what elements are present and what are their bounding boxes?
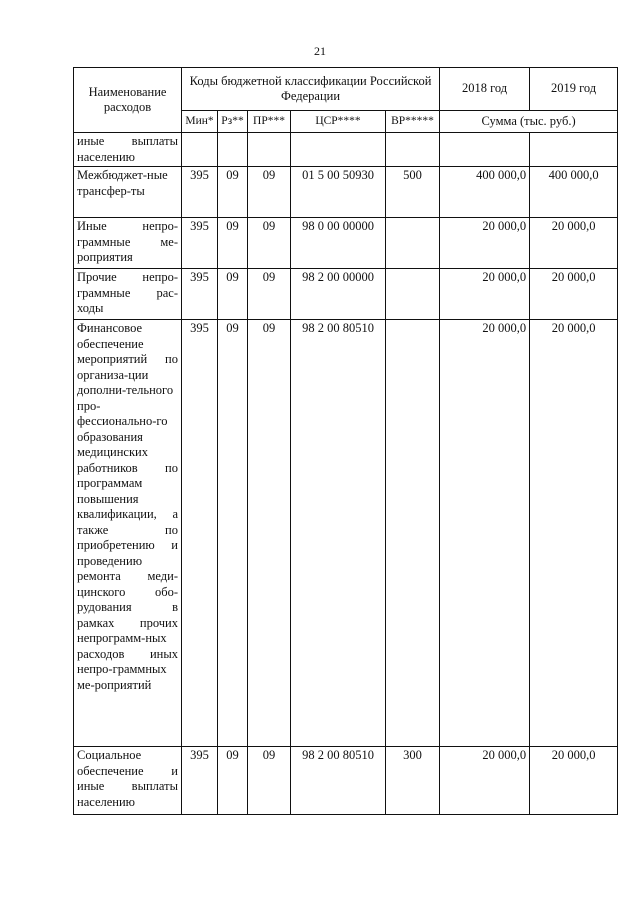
table-row: [74, 269, 618, 320]
row-vr: [386, 269, 440, 320]
row-2019: 400 000,0: [530, 167, 618, 218]
row-2018: [440, 133, 530, 167]
row-name: Финансовое обеспечение мероприятий по организа-ции дополни-тельного про-фессионально-го образования медицинских работников по программам повышения квалификации, а также по приобретению и проведению ремонта меди-цинского обо-рудования в рамках прочих непрограмм-ных расходов иных непро-граммных ме-роприятий: [74, 320, 182, 747]
row-2018: 20 000,0: [440, 320, 530, 747]
row-vr: 500: [386, 167, 440, 218]
row-pr: 09: [248, 747, 291, 815]
row-min: 395: [182, 167, 218, 218]
row-min: [182, 133, 218, 167]
row-csr: [291, 133, 386, 167]
row-vr: [386, 133, 440, 167]
row-2018: 20 000,0: [440, 218, 530, 269]
row-min: 395: [182, 747, 218, 815]
row-vr: [386, 218, 440, 269]
row-2019: 20 000,0: [530, 747, 618, 815]
row-pr: 09: [248, 269, 291, 320]
header-codes-group: Коды бюджетной классификации Российской Федерации: [182, 68, 440, 111]
row-vr: 300: [386, 747, 440, 815]
table-header-row: [74, 68, 618, 111]
row-csr: 98 2 00 80510: [291, 320, 386, 747]
row-name: Прочие непро-граммные рас-ходы: [74, 269, 182, 320]
row-rz: [218, 133, 248, 167]
row-name: иные выплаты населению: [74, 133, 182, 167]
header-sum: Сумма (тыс. руб.): [440, 111, 618, 133]
row-rz: 09: [218, 320, 248, 747]
row-2019: 20 000,0: [530, 269, 618, 320]
row-min: 395: [182, 218, 218, 269]
row-pr: [248, 133, 291, 167]
header-csr: ЦСР****: [291, 111, 386, 133]
header-pr: ПР***: [248, 111, 291, 133]
table-row: [74, 320, 618, 747]
row-name: Иные непро-граммные ме-роприятия: [74, 218, 182, 269]
row-rz: 09: [218, 747, 248, 815]
row-2019: [530, 133, 618, 167]
table-row: [74, 167, 618, 218]
header-vr: ВР*****: [386, 111, 440, 133]
row-csr: 98 2 00 00000: [291, 269, 386, 320]
header-year-2018: 2018 год: [440, 68, 530, 111]
row-2018: 20 000,0: [440, 747, 530, 815]
row-rz: 09: [218, 218, 248, 269]
row-pr: 09: [248, 218, 291, 269]
row-pr: 09: [248, 320, 291, 747]
header-rz: Рз**: [218, 111, 248, 133]
header-year-2019: 2019 год: [530, 68, 618, 111]
header-min: Мин*: [182, 111, 218, 133]
row-csr: 98 2 00 80510: [291, 747, 386, 815]
row-2018: 400 000,0: [440, 167, 530, 218]
row-min: 395: [182, 269, 218, 320]
table-row: [74, 747, 618, 815]
table-row: [74, 133, 618, 167]
row-min: 395: [182, 320, 218, 747]
row-2019: 20 000,0: [530, 218, 618, 269]
page-number: 21: [314, 44, 326, 58]
header-name: Наименование расходов: [74, 68, 182, 133]
row-vr: [386, 320, 440, 747]
row-name: Межбюджет-ные трансфер-ты: [74, 167, 182, 218]
row-name: Социальное обеспечение и иные выплаты населению: [74, 747, 182, 815]
row-rz: 09: [218, 269, 248, 320]
row-rz: 09: [218, 167, 248, 218]
table-row: [74, 218, 618, 269]
row-pr: 09: [248, 167, 291, 218]
budget-table: [73, 67, 618, 815]
row-csr: 98 0 00 00000: [291, 218, 386, 269]
row-2018: 20 000,0: [440, 269, 530, 320]
row-csr: 01 5 00 50930: [291, 167, 386, 218]
row-2019: 20 000,0: [530, 320, 618, 747]
